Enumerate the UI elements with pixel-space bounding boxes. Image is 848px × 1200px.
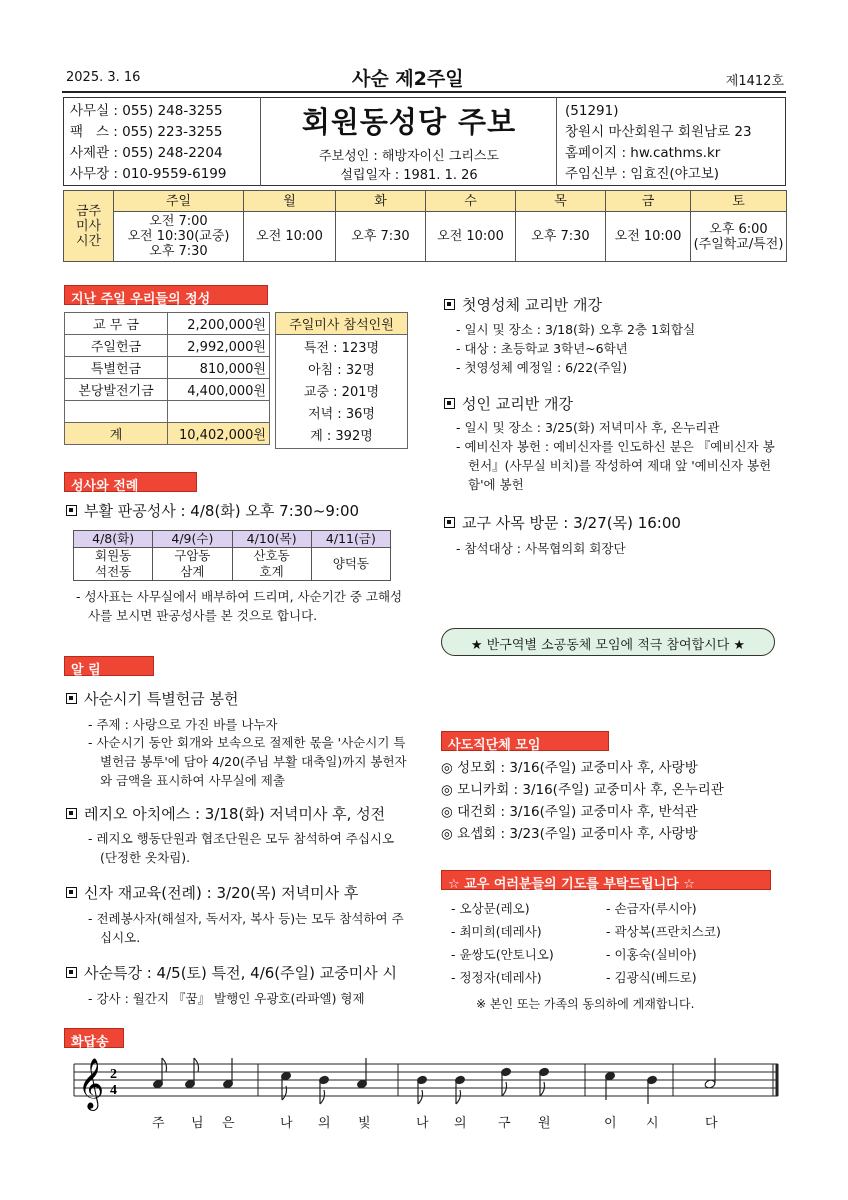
mass-label: 금주 미사 시간 xyxy=(64,191,114,262)
time-signature: 4 xyxy=(110,1083,117,1098)
section-prayer-title: ☆ 교우 여러분들의 기도를 부탁드립니다 ☆ xyxy=(441,870,771,890)
square-bullet-icon xyxy=(66,505,77,516)
time-signature: 2 xyxy=(110,1067,117,1082)
offering-name: 본당발전기금 xyxy=(65,379,168,401)
adult-item: - 일시 및 장소 : 3/25(화) 저녁미사 후, 온누리관 xyxy=(456,420,720,435)
time-line: 오전 10:30(교중) xyxy=(127,229,230,244)
prayer-name: - 최미희(데레사) xyxy=(451,924,542,939)
group-meeting: ◎ 대건회 : 3/16(주일) 교중미사 후, 반석관 xyxy=(441,804,698,820)
day-tuesday: 화 xyxy=(336,191,426,212)
heading-text: 교구 사목 방문 : 3/27(목) 16:00 xyxy=(462,514,681,532)
heading-text: 신자 재교육(전례) : 3/20(목) 저녁미사 후 xyxy=(84,884,359,902)
contact-fax: 팩 스 : 055) 223-3255 xyxy=(70,124,223,140)
confession-parish xyxy=(232,548,311,581)
training-detail: - 전례봉사자(해설자, 독서자, 복사 등)는 모두 참석하여 주십시오. xyxy=(88,911,404,945)
confession-date: 4/9(수) xyxy=(153,531,232,548)
established-date: 설립일자 : 1981. 1. 26 xyxy=(340,168,478,183)
square-bullet-icon xyxy=(66,808,77,819)
note-flag xyxy=(320,1090,325,1104)
square-bullet-icon xyxy=(444,517,455,528)
attendance-row: 특전 : 123명 xyxy=(303,341,380,356)
attendance-row: 아침 : 32명 xyxy=(308,363,375,378)
attendance-list xyxy=(276,335,408,449)
lyric-syllable: 나 xyxy=(416,1116,429,1131)
time-thursday: 오후 7:30 xyxy=(516,212,606,262)
table-row-total xyxy=(65,423,270,445)
table-row xyxy=(65,401,270,423)
section-sacraments-title: 성사와 전례 xyxy=(64,472,197,492)
prayer-name: - 손금자(루시아) xyxy=(606,901,697,916)
attendance-table xyxy=(275,312,408,449)
church-name: 회원동성당 주보 xyxy=(301,105,517,139)
time-line: (주일학교/특전) xyxy=(693,236,784,252)
offering-amount: 2,200,000원 xyxy=(168,313,270,335)
heading-text: 레지오 아치에스 : 3/18(화) 저녁미사 후, 성전 xyxy=(84,805,386,823)
note-flag xyxy=(456,1090,461,1104)
square-bullet-icon xyxy=(66,967,77,978)
time-monday: 오전 10:00 xyxy=(244,212,336,262)
prayer-name: - 김광식(베드로) xyxy=(606,970,697,985)
confession-table xyxy=(73,530,391,581)
confession-date: 4/11(금) xyxy=(311,531,390,548)
table-row xyxy=(65,379,270,401)
attendance-row: 교중 : 201명 xyxy=(303,385,380,400)
offering-amount xyxy=(168,401,270,423)
offering-total-amount: 10,402,000원 xyxy=(168,423,270,445)
parish-line: 회원동 xyxy=(95,548,132,563)
square-bullet-icon xyxy=(66,693,77,704)
day-thursday: 목 xyxy=(516,191,606,212)
section-groups-title: 사도직단체 모임 xyxy=(441,731,609,751)
time-line: 오전 7:00 xyxy=(149,214,208,229)
offering-total-label: 계 xyxy=(65,423,168,445)
offering-amount: 810,000원 xyxy=(168,357,270,379)
attendance-row: 계 : 392명 xyxy=(310,429,373,444)
heading-text: 첫영성체 교리반 개강 xyxy=(462,296,602,314)
confession-date: 4/10(목) xyxy=(232,531,311,548)
parish-line: 석전동 xyxy=(95,564,132,579)
header-divider xyxy=(556,97,557,186)
attendance-row: 저녁 : 36명 xyxy=(308,407,375,422)
confession-note: - 성사표는 사무실에서 배부하여 드리며, 사순기간 중 고해성사를 보시면 판공성사를 본 것으로 합니다. xyxy=(76,589,403,623)
prayer-note: ※ 본인 또는 가족의 동의하에 게재합니다. xyxy=(476,997,695,1011)
treble-clef-icon: 𝄞 xyxy=(78,1058,105,1109)
offering-name: 교 무 금 xyxy=(65,313,168,335)
table-row xyxy=(65,313,270,335)
lent-theme: - 주제 : 사랑으로 가진 바를 나누자 xyxy=(88,717,278,732)
time-line: 오후 6:00 xyxy=(709,221,768,237)
heading-text: 사순시기 특별헌금 봉헌 xyxy=(84,690,239,708)
square-bullet-icon xyxy=(66,887,77,898)
lyric-syllable: 주 xyxy=(152,1116,165,1131)
top-divider xyxy=(62,91,786,93)
lyric-syllable: 시 xyxy=(646,1116,659,1131)
offering-name xyxy=(65,401,168,423)
patron-saint: 주보성인 : 해방자이신 그리스도 xyxy=(318,149,500,164)
confession-parish xyxy=(153,548,232,581)
day-saturday: 토 xyxy=(691,191,787,212)
communion-item: - 일시 및 장소 : 3/18(화) 오후 2층 1회합실 xyxy=(456,322,696,337)
note-flag xyxy=(194,1058,199,1072)
prayer-name: - 이홍숙(실비아) xyxy=(606,947,697,962)
issue-number: 제1412호 xyxy=(725,74,784,89)
group-meeting: ◎ 성모회 : 3/16(주일) 교중미사 후, 사랑방 xyxy=(441,760,698,776)
postal-code: (51291) xyxy=(565,103,619,119)
pastoral-visit-heading xyxy=(444,512,681,533)
confession-date: 4/8(화) xyxy=(74,531,153,548)
section-notices-title: 알 림 xyxy=(64,656,154,676)
note-flag xyxy=(540,1082,545,1096)
lyric-syllable: 은 xyxy=(222,1116,235,1131)
lent-offering-heading xyxy=(66,688,238,709)
heading-text: 성인 교리반 개강 xyxy=(462,395,573,413)
offering-name: 주일헌금 xyxy=(65,335,168,357)
issue-date: 2025. 3. 16 xyxy=(66,70,141,85)
homepage[interactable]: 홈페이지 : hw.cathms.kr xyxy=(565,145,721,161)
note-flag xyxy=(502,1082,507,1096)
communion-item: - 대상 : 초등학교 3학년~6학년 xyxy=(456,341,628,356)
street-address: 창원시 마산회원구 회원남로 23 xyxy=(565,124,752,140)
training-heading xyxy=(66,882,358,903)
parish-line: 구암동 xyxy=(174,548,211,563)
time-line: 오후 7:30 xyxy=(149,244,208,259)
contact-office: 사무실 : 055) 248-3255 xyxy=(70,103,223,119)
lyric-syllable: 원 xyxy=(538,1116,551,1131)
prayer-name: - 오상문(레오) xyxy=(451,901,530,916)
offering-amount: 4,400,000원 xyxy=(168,379,270,401)
acies-detail: - 레지오 행동단원과 협조단원은 모두 참석하여 주십시오(단정한 옷차림). xyxy=(88,831,395,865)
contact-rectory: 사제관 : 055) 248-2204 xyxy=(70,145,223,161)
parish-line: 산호동 xyxy=(253,548,290,563)
lyric-syllable: 나 xyxy=(280,1116,293,1131)
offering-amount: 2,992,000원 xyxy=(168,335,270,357)
square-bullet-icon xyxy=(444,299,455,310)
communion-item: - 첫영성체 예정일 : 6/22(주일) xyxy=(456,360,628,375)
lyric-syllable: 다 xyxy=(705,1116,718,1131)
group-meeting: ◎ 요셉회 : 3/23(주일) 교중미사 후, 사랑방 xyxy=(441,826,698,842)
lyric-syllable: 구 xyxy=(498,1116,511,1131)
day-wednesday: 수 xyxy=(426,191,516,212)
prayer-name: - 정정자(데레사) xyxy=(451,970,542,985)
time-tuesday: 오후 7:30 xyxy=(336,212,426,262)
table-row xyxy=(65,357,270,379)
lecture-heading xyxy=(66,962,397,983)
group-meeting: ◎ 모니카회 : 3/16(주일) 교중미사 후, 온누리관 xyxy=(441,782,724,798)
note-flag xyxy=(418,1090,423,1104)
offering-table xyxy=(64,312,270,445)
offering-name: 특별헌금 xyxy=(65,357,168,379)
parish-line: 호계 xyxy=(259,564,284,579)
week-title: 사순 제2주일 xyxy=(352,68,464,90)
note-flag xyxy=(162,1058,167,1072)
table-row xyxy=(65,335,270,357)
lent-detail: - 사순시기 동안 회개와 보속으로 절제한 몫을 '사순시기 특별헌금 봉투'에 담아 4/20(주님 부활 대축일)까지 봉헌자와 금액을 표시하여 사무실에 제출 xyxy=(88,735,407,788)
address-block xyxy=(565,101,752,185)
lyric-syllable: 님 xyxy=(191,1116,204,1131)
confession-parish xyxy=(74,548,153,581)
mass-schedule-table xyxy=(63,190,787,262)
header-divider xyxy=(260,97,261,186)
lyric-syllable: 빛 xyxy=(358,1116,371,1131)
contact-list xyxy=(70,101,226,185)
prayer-name: - 곽상복(프란치스코) xyxy=(606,924,721,939)
day-sunday: 주일 xyxy=(114,191,244,212)
lyric-syllable: 의 xyxy=(318,1116,331,1131)
lyric-syllable: 이 xyxy=(604,1116,617,1131)
day-friday: 금 xyxy=(606,191,691,212)
lecture-detail: - 강사 : 월간지 『꿈』 발행인 우광호(라파엘) 형제 xyxy=(88,991,365,1006)
adult-item: - 예비신자 봉헌 : 예비신자를 인도하신 분은 『예비신자 봉헌서』(사무실 비치)를 작성하여 제대 앞 '예비신자 봉헌함'에 봉헌 xyxy=(456,439,775,492)
time-wednesday: 오전 10:00 xyxy=(426,212,516,262)
confession-parish: 양덕동 xyxy=(311,548,390,581)
acies-heading xyxy=(66,803,385,824)
visit-item: - 참석대상 : 사목협의회 회장단 xyxy=(456,541,626,556)
parish-line: 삼계 xyxy=(180,564,205,579)
lyric-syllable: 의 xyxy=(454,1116,467,1131)
community-banner: ★ 반구역별 소공동체 모임에 적극 참여합시다 ★ xyxy=(441,628,775,656)
prayer-name: - 윤쌍도(안토니오) xyxy=(451,947,554,962)
day-monday: 월 xyxy=(244,191,336,212)
heading-text: 부활 판공성사 : 4/8(화) 오후 7:30~9:00 xyxy=(84,502,360,520)
adult-catechism-heading xyxy=(444,393,573,414)
contact-manager: 사무장 : 010-9559-6199 xyxy=(70,166,227,182)
attendance-title: 주일미사 참석인원 xyxy=(276,313,408,335)
time-saturday xyxy=(691,212,787,262)
time-friday: 오전 10:00 xyxy=(606,212,691,262)
square-bullet-icon xyxy=(444,398,455,409)
section-psalm-title: 화답송 xyxy=(64,1028,124,1048)
confession-heading xyxy=(66,500,359,521)
pastor: 주임신부 : 임효진(야고보) xyxy=(565,166,720,182)
communion-heading xyxy=(444,294,602,315)
time-sunday xyxy=(114,212,244,262)
section-offering-title: 지난 주일 우리들의 정성 xyxy=(64,285,268,305)
heading-text: 사순특강 : 4/5(토) 특전, 4/6(주일) 교중미사 시 xyxy=(84,964,397,982)
